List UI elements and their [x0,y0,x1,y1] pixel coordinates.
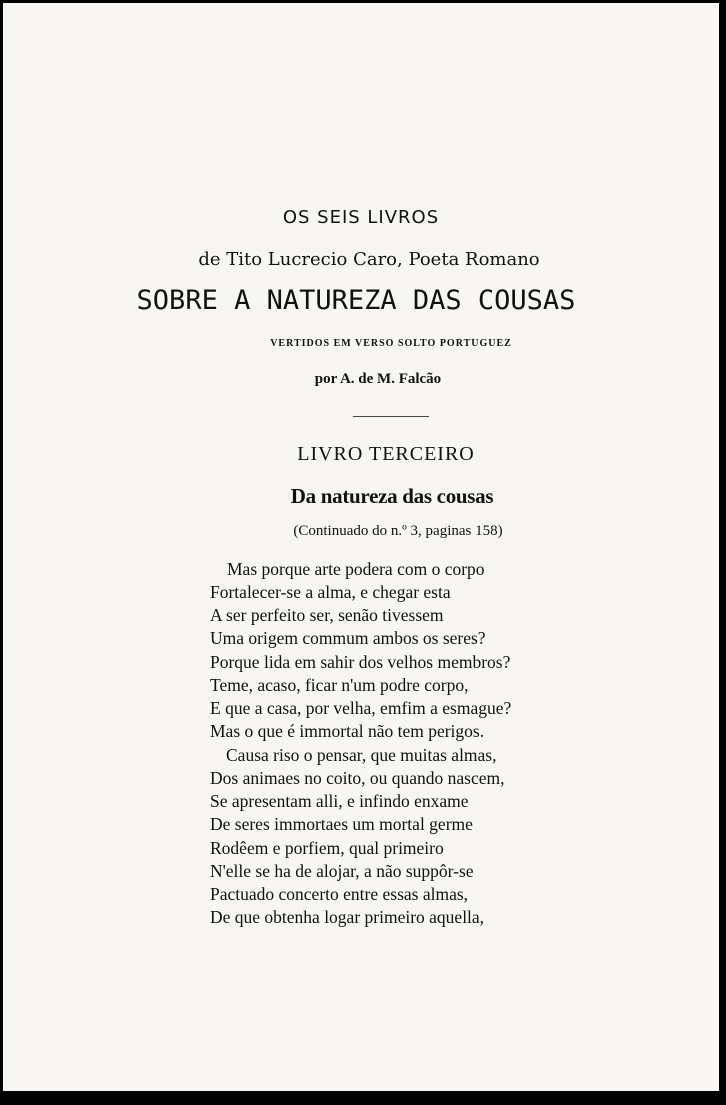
series-title: OS SEIS LIVROS [282,207,440,228]
poem-line: E que a casa, por velha, emfim a esmague? [210,698,512,718]
book-page [3,3,719,1091]
poem-line: Rodêem e porfiem, qual primeiro [210,838,444,858]
author-line: de Tito Lucrecio Caro, Poeta Romano [198,249,540,270]
book-subtitle: Da natureza das cousas [290,484,494,508]
poem-line: Mas o que é immortal não tem perigos. [210,721,485,741]
work-title: SOBRE A NATUREZA DAS COUSAS [136,285,576,316]
poem-line: Uma origem commum ambos os seres? [210,628,486,648]
poem-line: De seres immortaes um mortal germe [210,814,473,834]
poem-line: Mas porque arte podera com o corpo [227,559,485,579]
poem-line: Causa riso o pensar, que muitas almas, [226,745,497,765]
poem-line: Se apresentam alli, e infindo enxame [210,791,469,811]
poem-line: A ser perfeito ser, senão tivessem [210,605,444,625]
poem-line: N'elle se ha de alojar, a não suppôr-se [210,861,474,881]
poem-line: Fortalecer-se a alma, e chegar esta [210,582,451,602]
poem-line: Porque lida em sahir dos velhos membros? [210,652,511,672]
poem-line: Dos animaes no coito, ou quando nascem, [210,768,505,788]
continuation-note: (Continuado do n.º 3, paginas 158) [293,523,503,539]
book-heading: LIVRO TERCEIRO [297,443,475,465]
section-divider [353,416,429,417]
translation-note: VERTIDOS EM VERSO SOLTO PORTUGUEZ [270,338,512,349]
poem-line: Pactuado concerto entre essas almas, [210,884,469,904]
translator-line: por A. de M. Falcão [314,371,442,387]
poem-line: Teme, acaso, ficar n'um podre corpo, [210,675,469,695]
poem-line: De que obtenha logar primeiro aquella, [210,907,485,927]
scan-border [719,0,726,1105]
